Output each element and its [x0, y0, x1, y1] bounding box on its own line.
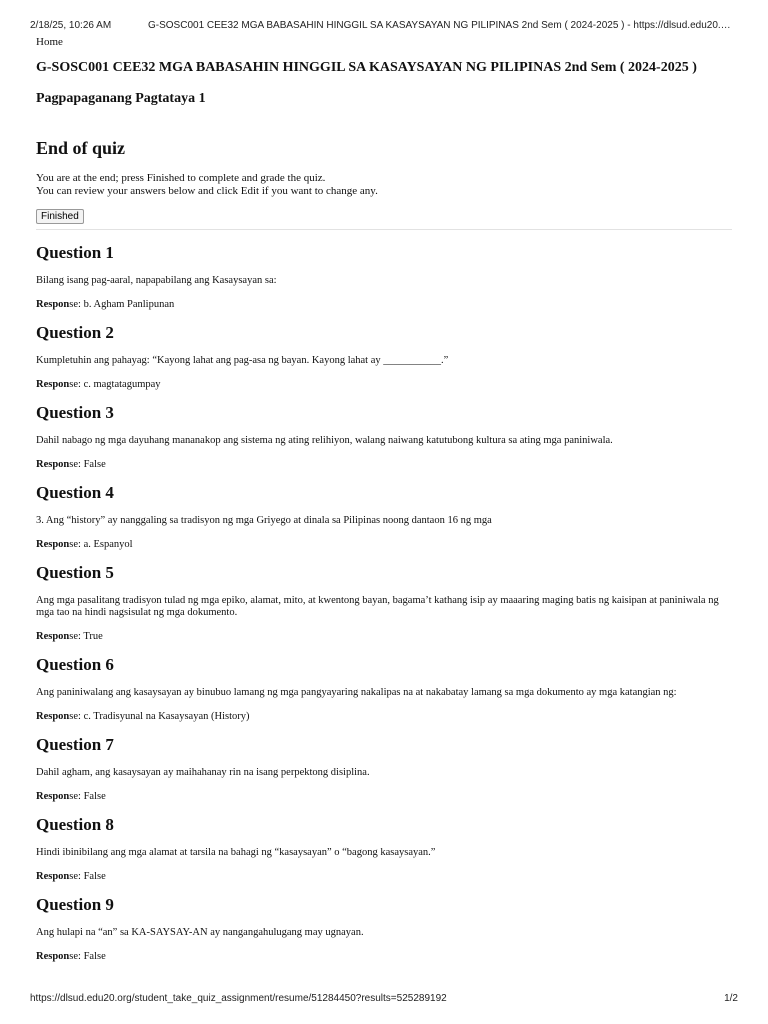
response-label: Respon	[36, 539, 70, 550]
question-text: Bilang isang pag-aaral, napapabilang ang Kasaysayan sa:	[36, 275, 277, 286]
response-label: Respon	[36, 631, 70, 642]
response-line	[36, 871, 732, 882]
question-text: Ang mga pasalitang tradisyon tulad ng mga epiko, alamat, mito, at kwentong bayan, bagama’t kathang isip ay maaaring maging batis ng kaisipan at paniniwala ng mga tao na hindi nagsisulat ng mga dokumento.	[36, 595, 719, 618]
response-label-suffix: se:	[69, 871, 84, 882]
quiz-name: Pagpapaganang Pagtataya 1	[36, 91, 206, 106]
question-text: Dahil agham, ang kasaysayan ay maihahanay rin na isang perpektong disiplina.	[36, 767, 370, 778]
response-label: Respon	[36, 951, 70, 962]
question-text: Dahil nabago ng mga dayuhang mananakop ang sistema ng ating relihiyon, walang naiwang katutubong kultura sa ating mga paniniwala.	[36, 435, 613, 446]
print-title: G-SOSC001 CEE32 MGA BABASAHIN HINGGIL SA KASAYSAYAN NG PILIPINAS 2nd Sem ( 2024-2025 ) - https://dlsud.edu20.…	[148, 20, 731, 31]
response-value: c. Tradisyunal na Kasaysayan (History)	[83, 711, 250, 722]
response-line	[36, 711, 732, 722]
question-text: Ang hulapi na “an” sa KA-SAYSAY-AN ay nangangahulugang may ugnayan.	[36, 927, 364, 938]
question-block	[36, 483, 732, 550]
response-value: a. Espanyol	[83, 539, 133, 550]
response-label: Respon	[36, 791, 70, 802]
separator	[36, 229, 732, 230]
response-label: Respon	[36, 379, 70, 390]
finished-button[interactable]: Finished	[36, 209, 84, 224]
response-line	[36, 459, 732, 470]
question-block	[36, 403, 732, 470]
course-title: G-SOSC001 CEE32 MGA BABASAHIN HINGGIL SA KASAYSAYAN NG PILIPINAS 2nd Sem ( 2024-2025 )	[36, 60, 697, 75]
response-value: c. magtatagumpay	[83, 379, 161, 390]
question-block	[36, 243, 732, 310]
response-label-suffix: se:	[69, 791, 84, 802]
question-title: Question 2	[36, 323, 114, 342]
response-label-suffix: se:	[69, 299, 84, 310]
response-value: False	[83, 459, 106, 470]
question-text: Kumpletuhin ang pahayag: “Kayong lahat ang pag-asa ng bayan. Kayong lahat ay ___________.”	[36, 355, 449, 366]
home-link[interactable]: Home	[36, 36, 63, 48]
response-line	[36, 791, 732, 802]
response-value: False	[83, 951, 106, 962]
response-line	[36, 951, 732, 962]
print-footer	[30, 993, 738, 1004]
end-of-quiz-heading: End of quiz	[36, 138, 126, 158]
question-list	[36, 243, 732, 962]
question-title: Question 4	[36, 483, 114, 502]
response-line	[36, 539, 732, 550]
question-title: Question 3	[36, 403, 114, 422]
end-message-line-2: You can review your answers below and click Edit if you want to change any.	[36, 185, 378, 197]
response-line	[36, 379, 732, 390]
question-title: Question 7	[36, 735, 114, 754]
question-block	[36, 895, 732, 962]
question-block	[36, 323, 732, 390]
question-title: Question 5	[36, 563, 114, 582]
print-datetime: 2/18/25, 10:26 AM	[30, 20, 112, 31]
response-line	[36, 299, 732, 310]
response-label-suffix: se:	[69, 711, 84, 722]
response-label-suffix: se:	[69, 379, 84, 390]
page-number: 1/2	[724, 993, 738, 1004]
question-block	[36, 563, 732, 642]
response-value: False	[83, 791, 106, 802]
end-message-line-1: You are at the end; press Finished to complete and grade the quiz.	[36, 172, 326, 184]
question-title: Question 6	[36, 655, 114, 674]
print-header	[30, 20, 738, 31]
question-text: 3. Ang “history” ay nanggaling sa tradisyon ng mga Griyego at dinala sa Pilipinas noong dantaon 16 ng mga	[36, 515, 492, 526]
response-value: b. Agham Panlipunan	[83, 299, 175, 310]
response-value: True	[83, 631, 103, 642]
question-text: Hindi ibinibilang ang mga alamat at tarsila na bahagi ng “kasaysayan” o “bagong kasaysayan.”	[36, 847, 436, 858]
question-text: Ang paniniwalang ang kasaysayan ay binubuo lamang ng mga pangyayaring nakalipas na at nakabatay lamang sa mga dokumento ay mga katangian ng:	[36, 687, 677, 698]
response-label-suffix: se:	[69, 539, 84, 550]
response-label: Respon	[36, 299, 70, 310]
question-block	[36, 735, 732, 802]
question-title: Question 9	[36, 895, 114, 914]
response-label-suffix: se:	[69, 951, 84, 962]
response-label: Respon	[36, 459, 70, 470]
response-label: Respon	[36, 711, 70, 722]
response-label: Respon	[36, 871, 70, 882]
quiz-content	[36, 36, 732, 962]
response-line	[36, 631, 732, 642]
print-url: https://dlsud.edu20.org/student_take_quiz_assignment/resume/51284450?results=525289192	[30, 993, 447, 1004]
question-block	[36, 815, 732, 882]
response-value: False	[83, 871, 106, 882]
response-label-suffix: se:	[69, 631, 84, 642]
end-of-quiz-message	[36, 172, 732, 198]
question-title: Question 8	[36, 815, 114, 834]
response-label-suffix: se:	[69, 459, 84, 470]
question-title: Question 1	[36, 243, 114, 262]
question-block	[36, 655, 732, 722]
